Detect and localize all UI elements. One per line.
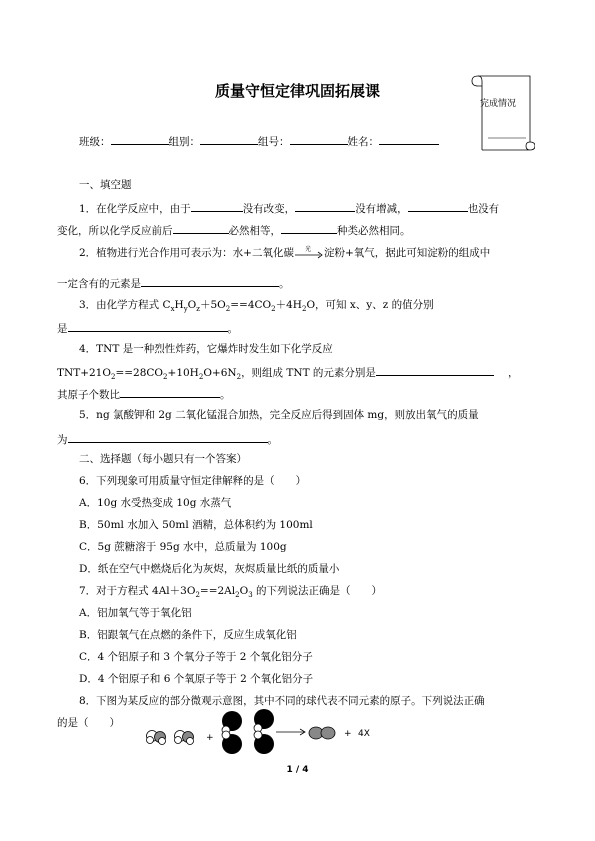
q6-option-a[interactable]: A．10g 水受热变成 10g 水蒸气 [79, 497, 232, 509]
q6-option-b[interactable]: B．50ml 水加入 50ml 酒精，总体积约为 100ml [79, 519, 313, 531]
q7-option-a[interactable]: A．铝加氧气等于氧化铝 [79, 607, 192, 619]
q1-blank-5[interactable] [281, 222, 337, 234]
completion-status-label: 完成情况 [480, 99, 517, 109]
question-4-line1: 4．TNT 是一种烈性炸药，它爆炸时发生如下化学反应 [79, 343, 333, 355]
reaction-arrow-icon: 光 [294, 247, 324, 259]
q4-blank-elements[interactable] [376, 364, 494, 376]
q1-blank-4[interactable] [173, 222, 229, 234]
scroll-frame-icon [470, 72, 535, 154]
question-4-line3: 其原子个数比 。 [57, 386, 231, 402]
q6-option-c[interactable]: C．5g 蔗糖溶于 95g 水中，总质量为 100g [79, 541, 287, 553]
name-label: 姓名： [347, 136, 379, 148]
q7-option-d[interactable]: D．4 个铝原子和 6 个氧原子等于 2 个氧化铝分子 [79, 673, 314, 685]
group-label: 组别： [168, 136, 200, 148]
question-3-line2: 是 。 [57, 320, 238, 336]
question-5-line1: 5．ng 氯酸钾和 2g 二氧化锰混合加热，完全反应后得到固体 mg，则放出氧气的质量 [79, 409, 479, 421]
molecule-diagram-icon [140, 708, 390, 758]
question-4-line2: $TNT+21O_2==28CO_2+10H_2O+6N_2$，则组成 TNT 的元素分别是 ， [57, 364, 518, 384]
group-no-label: 组号： [258, 136, 290, 148]
q7-option-c[interactable]: C．4 个铝原子和 3 个氧分子等于 2 个氧化铝分子 [79, 651, 313, 663]
q1-blank-2[interactable] [295, 200, 355, 212]
question-2-line2: 一定含有的元素是 。 [57, 275, 290, 291]
section1-heading: 一、填空题 [79, 179, 132, 191]
question-7: 7．对于方程式 $4Al+3O_2==2Al_2O_3$ 的下列说法正确是（ ） [79, 585, 383, 600]
q4-blank-ratio[interactable] [120, 386, 220, 398]
plus-sign-1: + [206, 733, 214, 743]
student-info-row [79, 133, 439, 149]
name-field[interactable] [379, 133, 439, 145]
question-1-line1: 1．在化学反应中，由于 没有改变， 没有增减， 也没有 [79, 200, 499, 216]
question-1-line2: 变化，所以化学反应前后 必然相等， 种类必然相同。 [57, 222, 411, 238]
q6-option-d[interactable]: D．纸在空气中燃烧后化为灰烬，灰烬质量比纸的质量小 [79, 563, 340, 575]
class-label: 班级： [79, 136, 111, 148]
molecule-a-2 [175, 731, 194, 745]
group-no-field[interactable] [290, 133, 348, 145]
q5-blank[interactable] [68, 431, 268, 443]
product-molecule [309, 727, 335, 739]
completion-status-box [470, 72, 535, 154]
q2-blank[interactable] [141, 275, 279, 287]
page-title: 质量守恒定律巩固拓展课 [214, 82, 380, 100]
question-8-line2: 的是（ ） [57, 717, 120, 729]
section2-heading: 二、选择题（每小题只有一个答案） [79, 453, 247, 465]
q3-blank[interactable] [68, 320, 228, 332]
question-8-line1: 8．下图为某反应的部分微观示意图，其中不同的球代表不同元素的原子。下列说法正确 [79, 695, 485, 707]
reaction-diagram [140, 708, 390, 758]
q7-option-b[interactable]: B．铝跟氧气在点燃的条件下，反应生成氧化铝 [79, 629, 297, 641]
molecule-a-1 [147, 731, 166, 745]
product-x-label: 4X [358, 729, 370, 739]
group-field[interactable] [200, 133, 258, 145]
q1-blank-3[interactable] [408, 200, 468, 212]
question-2-line1: 2．植物进行光合作用可表示为：水+二氧化碳 光 淀粉+氧气，据此可知淀粉的组成中 [79, 246, 491, 259]
q1-blank-1[interactable] [191, 200, 243, 212]
question-6: 6．下列现象可用质量守恒定律解释的是（ ） [79, 475, 307, 487]
class-field[interactable] [111, 133, 169, 145]
molecule-b-group [222, 709, 274, 754]
question-5-line2: 为 。 [57, 431, 278, 447]
question-3-line1: 3．由化学方程式 $C_xH_yO_z+5O_2==4CO_2+4H_2O$，可知 x、y、z 的值分别 [79, 299, 434, 314]
page-number: 1 / 4 [286, 765, 309, 775]
plus-sign-2: + [344, 729, 352, 739]
